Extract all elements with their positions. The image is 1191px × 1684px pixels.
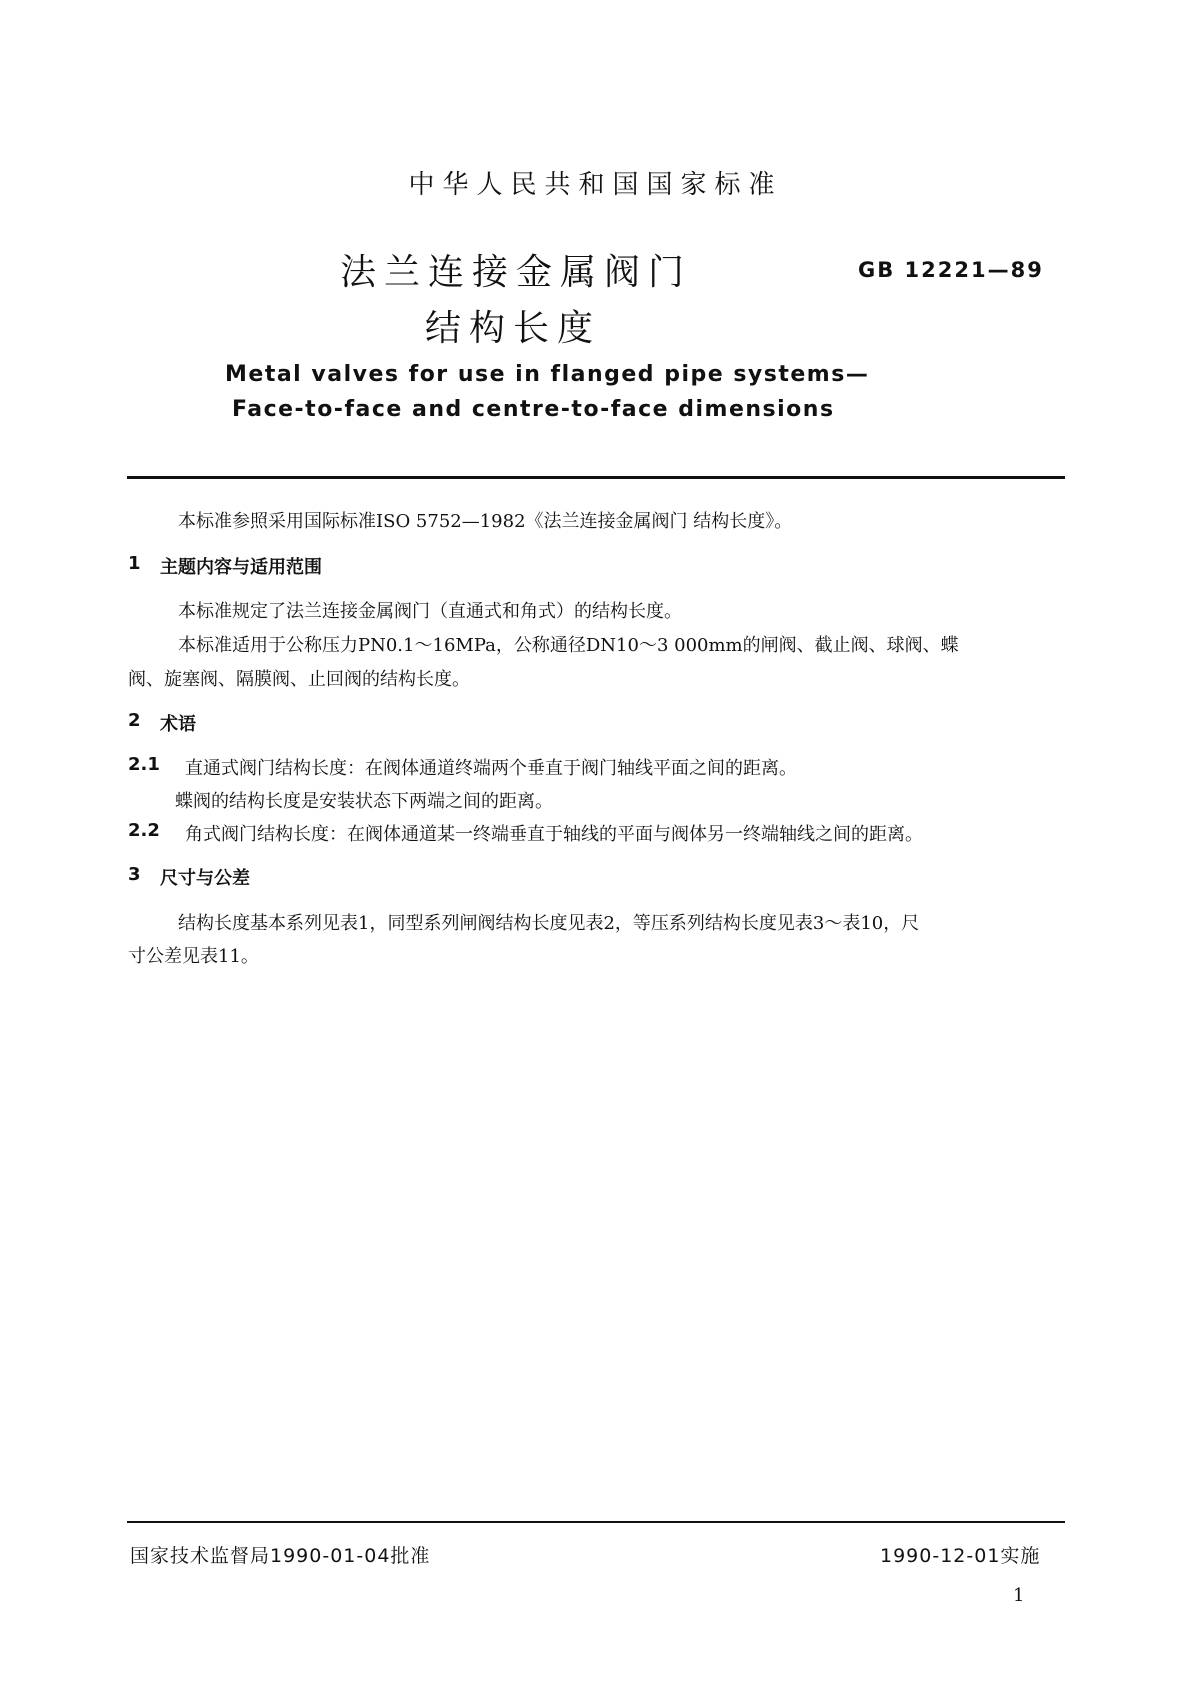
section-3-number: 3 [128, 864, 141, 885]
approval-date: 国家技术监督局1990-01-04批准 [130, 1545, 431, 1567]
section-3-paragraph: 结构长度基本系列见表1，同型系列闸阀结构长度见表2，等压系列结构长度见表3～表10，尺 [178, 913, 920, 934]
section-1-number: 1 [128, 553, 141, 574]
section-3-paragraph-cont: 寸公差见表11。 [128, 946, 259, 967]
footer-divider [127, 1521, 1065, 1523]
title-english-line2: Face-to-face and centre-to-face dimensions [232, 397, 835, 422]
intro-paragraph: 本标准参照采用国际标准ISO 5752—1982《法兰连接金属阀门 结构长度》。 [178, 511, 793, 532]
section-1-paragraph-2-cont: 阀、旋塞阀、隔膜阀、止回阀的结构长度。 [128, 669, 470, 690]
clause-2-1-number: 2.1 [128, 754, 160, 775]
page-number: 1 [1013, 1585, 1025, 1606]
section-2-number: 2 [128, 710, 141, 731]
section-1-title: 主题内容与适用范围 [160, 557, 322, 578]
section-3-title: 尺寸与公差 [160, 868, 250, 889]
national-standard-heading: 中华人民共和国国家标准 [408, 170, 783, 200]
implementation-date: 1990-12-01实施 [880, 1545, 1041, 1567]
title-chinese-line1: 法兰连接金属阀门 [340, 252, 693, 293]
clause-2-1-note: 蝶阀的结构长度是安装状态下两端之间的距离。 [175, 791, 553, 812]
clause-2-2-text: 角式阀门结构长度：在阀体通道某一终端垂直于轴线的平面与阀体另一终端轴线之间的距离。 [185, 824, 923, 845]
standard-code: GB 12221—89 [858, 258, 1044, 282]
header-divider [127, 476, 1065, 479]
clause-2-2-number: 2.2 [128, 820, 160, 841]
section-2-title: 术语 [160, 714, 196, 735]
title-english-line1: Metal valves for use in flanged pipe systems— [225, 362, 870, 387]
section-1-paragraph-1: 本标准规定了法兰连接金属阀门（直通式和角式）的结构长度。 [178, 601, 682, 622]
section-1-paragraph-2: 本标准适用于公称压力PN0.1～16MPa，公称通径DN10～3 000mm的闸阀、截止阀、球阀、蝶 [178, 635, 959, 656]
clause-2-1-text: 直通式阀门结构长度：在阀体通道终端两个垂直于阀门轴线平面之间的距离。 [185, 758, 797, 779]
title-chinese-line2: 结构长度 [425, 308, 602, 349]
